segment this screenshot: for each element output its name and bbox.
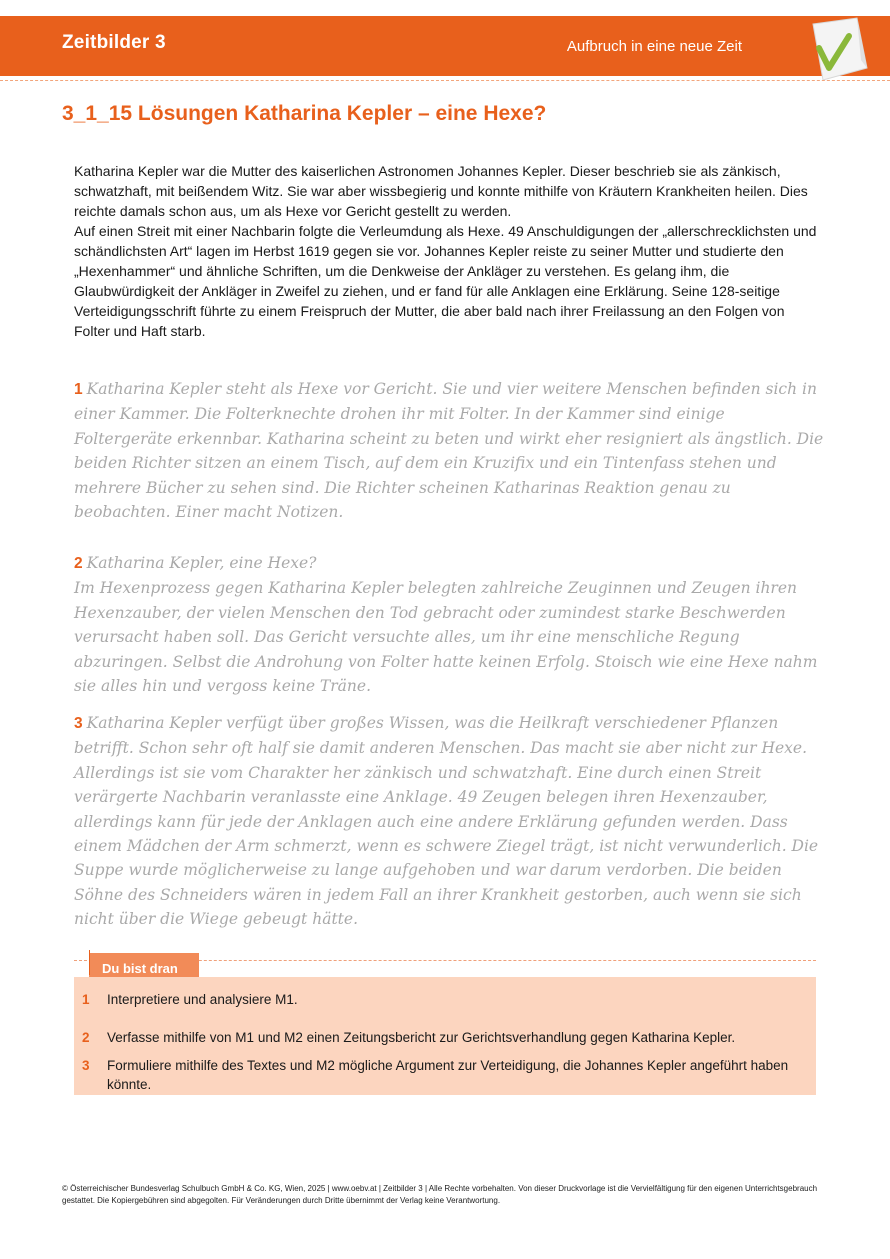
task-number: 1 xyxy=(82,992,90,1007)
task-item-1 xyxy=(82,990,812,1009)
header-divider xyxy=(0,80,890,82)
answer-text: Im Hexenprozess gegen Katharina Kepler belegten zahlreiche Zeuginnen und Zeugen ihren Hexenzauber, der vielen Menschen den Tod gebracht oder zumindest starke Beschwerden verursacht haben soll. Das Gericht versuchte alles, um ihr eine menschliche Regung abzuringen. Selbst die Androhung von Folter hatte keinen Erfolg. Stoisch wie eine Hexe nahm sie alles hin und vergoss keine Träne. xyxy=(74,579,818,696)
answer-text: Katharina Kepler verfügt über großes Wissen, was die Heilkraft verschiedener Pflanzen betrifft. Schon sehr oft half sie damit anderen Menschen. Das macht sie aber nicht zur Hexe. Allerdings ist sie vom Charakter her zänkisch und schwatzhaft. Eine durch einen Streit verärgerte Nachbarin veranlasste eine Anklage. 49 Zeugen belegen ihren Hexenzauber, allerdings kann für jede der Anklagen auch eine andere Erklärung gefunden werden. Dass einem Mädchen der Arm schmerzt, wenn es schwere Ziegel trägt, ist nicht verwunderlich. Die Suppe wurde möglicherweise zu lange aufgehoben und war darum verdorben. Die beiden Söhne des Schneiders wären in jedem Fall an ihrer Krankheit gestorben, auch wenn sie sich nicht über die Wiege gebeugt hätte. xyxy=(74,714,819,929)
task-number: 3 xyxy=(82,1058,90,1073)
checkmark-page-icon xyxy=(805,16,875,88)
chapter-topic: Aufbruch in eine neue Zeit xyxy=(566,38,742,55)
answer-number: 3 xyxy=(74,715,83,732)
intro-paragraph-2: Auf einen Streit mit einer Nachbarin folgte die Verleumdung als Hexe. 49 Anschuldigungen der „allerschrecklichsten und schändlichsten Art“ lagen im Herbst 1619 gegen sie vor. Johannes Kepler reiste zu seiner Mutter und studierte den „Hexenhammer“ und ähnliche Schriften, um die Denkweise der Ankläger zu verstehen. Es gelang ihm, die Glaubwürdigkeit der Ankläger in Zweifel zu ziehen, und er fand für alle Anklagen eine Erklärung. Seine 128-seitige Verteidigungsschrift führte zu einem Freispruch der Mutter, die aber bald nach ihrer Freilassung an den Folgen von Folter und Haft starb. xyxy=(74,223,817,339)
page-title: 3_1_15 Lösungen Katharina Kepler – eine Hexe? xyxy=(62,102,547,125)
answer-1 xyxy=(74,377,826,524)
answer-number: 2 xyxy=(74,555,83,572)
task-text: Formuliere mithilfe des Textes und M2 mögliche Argument zur Verteidigung, die Johannes Kepler angeführt haben könnte. xyxy=(107,1058,789,1092)
task-text: Interpretiere und analysiere M1. xyxy=(107,992,298,1007)
answer-3 xyxy=(74,711,826,932)
intro-paragraph-1: Katharina Kepler war die Mutter des kaiserlichen Astronomen Johannes Kepler. Dieser beschrieb sie als zänkisch, schwatzhaft, mit beißendem Witz. Sie war aber wissbegierig und konnte mithilfe von Kräutern Krankheiten heilen. Dies reichte damals schon aus, um als Hexe vor Gericht gestellt zu werden. xyxy=(74,163,808,219)
series-title: Zeitbilder 3 xyxy=(62,32,166,53)
intro-text xyxy=(74,161,824,341)
answer-heading: Katharina Kepler, eine Hexe? xyxy=(86,554,317,572)
copyright-footer: © Österreichischer Bundesverlag Schulbuch GmbH & Co. KG, Wien, 2025 | www.oebv.at | Zeitbilder 3 | Alle Rechte vorbehalten. Von dieser Druckvorlage ist die Vervielfältigung für den eigenen Unterrichtsgebrauch gestattet. Die Kopiergebühren sind abgegolten. Für Veränderungen durch Dritte übernimmt der Verlag keine Verantwortung. xyxy=(62,1184,818,1205)
answer-text: Katharina Kepler steht als Hexe vor Gericht. Sie und vier weitere Menschen befinden sich in einer Kammer. Die Folterknechte drohen ihr mit Folter. In der Kammer sind einige Foltergeräte erkennbar. Katharina scheint zu beten und wirkt eher resigniert als ängstlich. Die beiden Richter sitzen an einem Tisch, auf dem ein Kruzifix und ein Tintenfass stehen und mehrere Bücher zu sehen sind. Die Richter scheinen Katharinas Reaktion genau zu beobachten. Einer macht Notizen. xyxy=(74,380,824,522)
header-bar xyxy=(0,16,890,76)
task-text: Verfasse mithilfe von M1 und M2 einen Zeitungsbericht zur Gerichtsverhandlung gegen Katharina Kepler. xyxy=(107,1030,736,1045)
task-item-2 xyxy=(82,1028,812,1047)
task-item-3 xyxy=(82,1056,812,1094)
task-number: 2 xyxy=(82,1030,90,1045)
answer-number: 1 xyxy=(74,381,83,398)
task-tab-marker xyxy=(89,950,90,975)
answer-2 xyxy=(74,551,826,698)
task-label: Du bist dran xyxy=(102,961,178,976)
